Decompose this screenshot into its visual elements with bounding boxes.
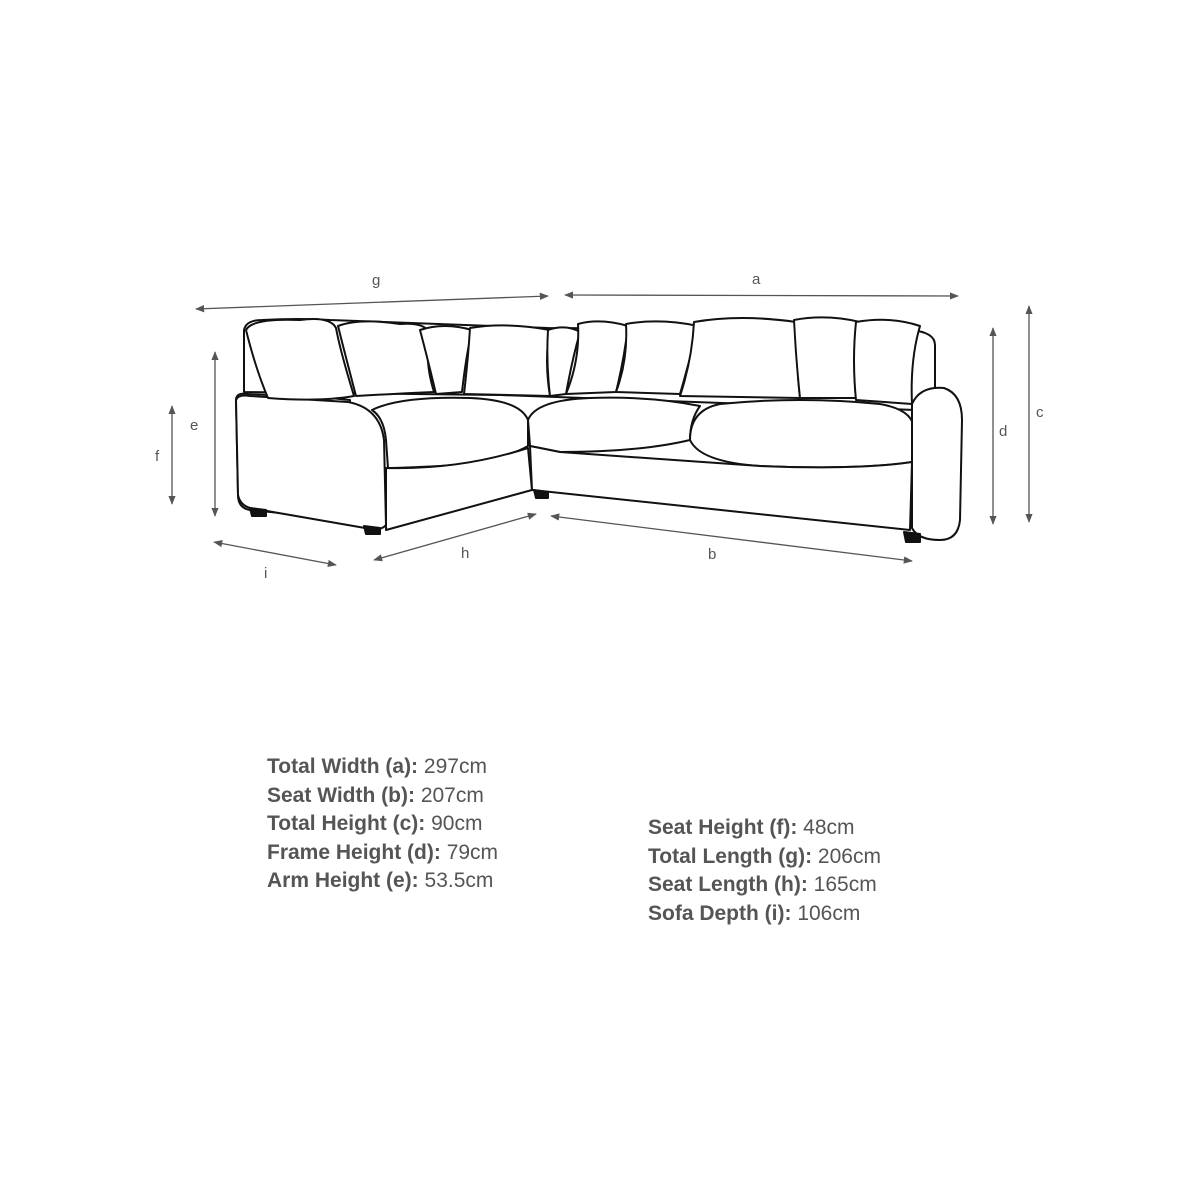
spec-value: 90cm — [431, 812, 483, 835]
spec-label: Total Height (c): — [267, 812, 426, 835]
spec-value: 79cm — [446, 840, 499, 864]
spec-value: 53.5cm — [424, 869, 494, 892]
dimension-label-c: c — [1036, 404, 1044, 421]
spec-seat-height — [648, 814, 881, 843]
spec-label: Seat Width (b): — [267, 783, 415, 807]
corner-sofa-outline — [236, 317, 962, 542]
spec-label: Seat Length (h): — [648, 873, 808, 896]
spec-label: Frame Height (d): — [267, 840, 441, 864]
dimension-label-d: d — [999, 423, 1008, 440]
dimension-label-a: a — [752, 271, 761, 288]
spec-value: 297cm — [423, 755, 487, 778]
dimension-label-e: e — [190, 417, 199, 434]
spec-value: 165cm — [813, 873, 877, 896]
dimension-line-g — [196, 296, 548, 309]
spec-total-length — [648, 843, 881, 872]
spec-label: Sofa Depth (i): — [648, 901, 792, 925]
spec-value: 106cm — [797, 901, 861, 925]
spec-value: 206cm — [817, 844, 881, 868]
dimension-label-f: f — [155, 448, 160, 465]
spec-arm-height — [267, 867, 498, 896]
dimension-line-i — [214, 542, 336, 565]
spec-label: Arm Height (e): — [267, 869, 419, 892]
dimension-label-g: g — [372, 272, 381, 289]
spec-label: Total Width (a): — [267, 755, 419, 778]
dimension-line-a — [565, 295, 958, 296]
specifications-list-right — [648, 814, 881, 928]
spec-frame-height — [267, 839, 498, 868]
spec-sofa-depth — [648, 900, 881, 929]
spec-value: 48cm — [803, 816, 855, 839]
spec-seat-width — [267, 782, 498, 811]
dimension-label-b: b — [708, 546, 717, 563]
spec-seat-length — [648, 871, 881, 900]
spec-value: 207cm — [420, 783, 484, 807]
dimension-label-h: h — [461, 545, 470, 562]
spec-label: Total Length (g): — [648, 844, 813, 868]
spec-total-height — [267, 810, 498, 839]
specifications-list-left — [267, 753, 498, 896]
spec-label: Seat Height (f): — [648, 816, 798, 839]
dimension-label-i: i — [264, 565, 268, 582]
spec-total-width — [267, 753, 498, 782]
